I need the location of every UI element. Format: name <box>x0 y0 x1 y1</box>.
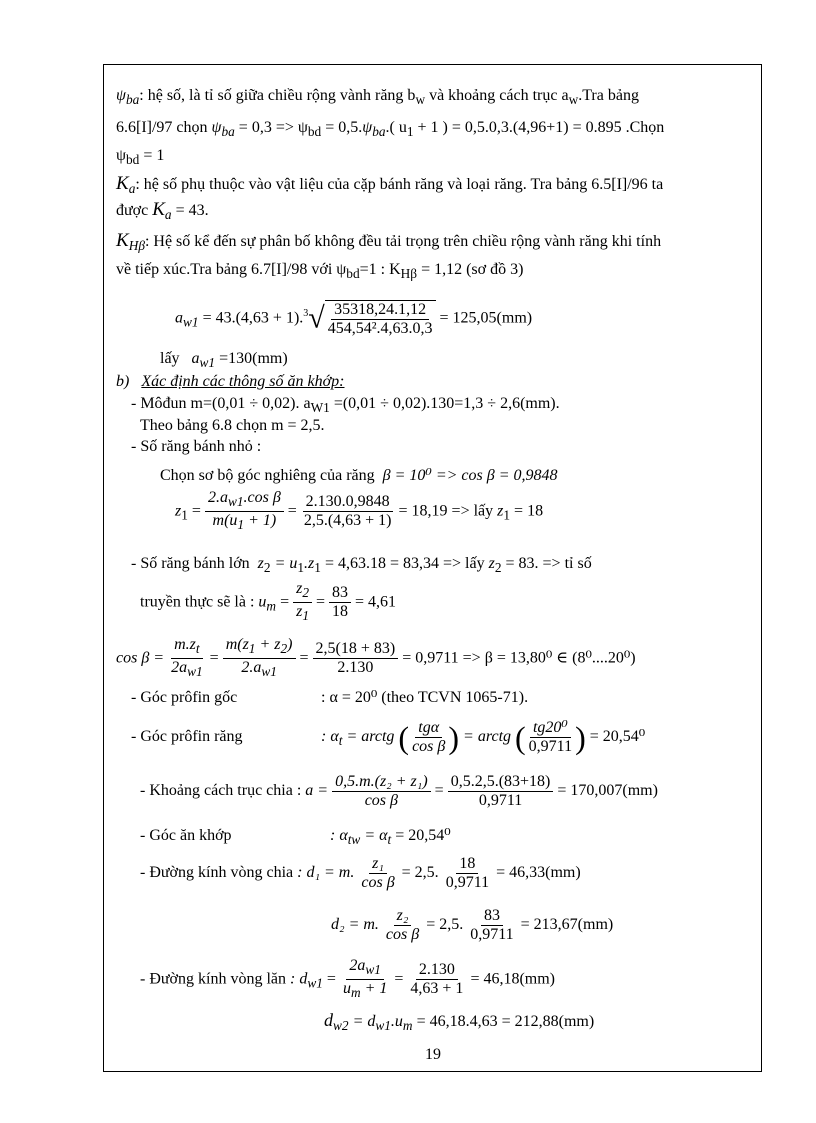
para-khb-line1: $K_{H\beta}$: Hệ số kể đến sự phân bố không đều tải trọng trên chiều rộng vành răng khi tính <box>116 230 662 254</box>
equation-cos-beta: cos β = $\frac{m.z_t}{2a_{w1}}$ = $\frac{m(z_1 + z_2)}{2.a_{w1}}$ = $\frac{2,5(18 + 83)}{2.130}$ = 0,9711 => β = 13,80⁰ ∈ (8⁰....20⁰) <box>116 636 636 680</box>
duong-kinh-chia-line2: d₂ = m. $\frac{\text{z₂}}{\text{cos β}}$ = 2,5. $\frac{83}{0,9711}$ = 213,67(mm) <box>331 906 614 943</box>
duong-kinh-chia-line1: - Đường kính vòng chia : d₁ = m. $\frac{\text{z₁}}{\text{cos β}}$ = 2,5. $\frac{18}{0,9711}$ = 46,33(mm) <box>140 854 581 891</box>
goc-profin-rang-line: - Góc prôfin răng : $\alpha_t$ = arctg ( tgα cos β ) = arctg ( $\frac{\text{tg20⁰}}{0,9711}$ ) = 20,54⁰ <box>131 718 646 756</box>
duong-kinh-lan-line2: $d_{w2} = d_{w1}.u_m = 46,18.4,63 = 212,88(mm)$ <box>324 1010 595 1034</box>
so-rang-lon-line: - Số răng bánh lớn $z_2 = u_1.z_1 = 4,63.18 = 83,34$ => lấy $z_2 = 83$. => tỉ số <box>131 555 592 576</box>
para-psi-ba-line1: $\psi_{ba}$: hệ số, là tỉ số giữa chiều rộng vành răng $b_w$ và khoảng cách trục $a_w.Tra$ bảng <box>116 87 639 108</box>
para-psi-ba-line3: $\psi_{bd} = 1$ <box>116 147 165 168</box>
para-ka-line2: được $K_a = 43$. <box>116 199 209 223</box>
section-b-heading: b) Xác định các thông số ăn khớp: <box>116 373 345 390</box>
modun-line: - Môđun m=(0,01 ÷ 0,02). $a_{W1} =(0,01 \div 0,02).130=1,3 \div 2,6(mm)$. <box>131 395 560 416</box>
so-rang-nho-heading: - Số răng bánh nhỏ : <box>131 438 262 455</box>
para-khb-line2: về tiếp xúc.Tra bảng 6.7[I]/98 với $\psi_{bd}=1$ : $K_{H\beta} = 1,12$ (sơ đồ 3) <box>116 261 524 282</box>
para-ka-line1: $K_a$: hệ số phụ thuộc vào vật liệu của cặp bánh răng và loại răng. Tra bảng 6.5[I]/96 ta <box>116 173 664 197</box>
khoang-cach-truc-line: - Khoảng cách trục chia : a = $\frac{\text{0,5.m.(z₂ + z₁)}}{\text{cos β}}$ = $\frac{0,5.2,5.(83+18)}{0,9711}$ = 170,007(mm) <box>140 772 658 809</box>
goc-profin-goc-line: - Góc prôfin gốc : α = 20⁰ (theo TCVN 1065-71). <box>131 689 529 706</box>
page-number: 19 <box>425 1046 441 1063</box>
theo-bang-line: Theo bảng 6.8 chọn m = 2,5. <box>140 417 325 434</box>
lay-aw: lấy $a_{w1} =130(mm)$ <box>160 350 288 371</box>
chon-so-bo-line: Chọn sơ bộ góc nghiêng của răng β = 10⁰ => cos β = 0,9848 <box>160 467 558 484</box>
truyen-thuc-line: truyền thực sẽ là : $u_m$ = $\frac{z_2}{z_1}$ = $\frac{83}{18}$ = 4,61 <box>140 580 397 624</box>
duong-kinh-lan-line1: - Đường kính vòng lăn : $d_{w1}$ = $\frac{2a_{w1}}{u_m + 1}$ = $\frac{2.130}{4,63 + 1}$ = 46,18(mm) <box>140 957 556 1001</box>
equation-aw: $a_{w1} = 43.(4,63 + 1).^3√$ $\frac{35318,24.1,12}{\text{454,54².4,63.0,3}}$ = 125,05(mm) <box>175 300 533 337</box>
equation-z1: $z_1$ = $\frac{2.a_{w1}.\cos \beta}{m(u_1 + 1)}$ = $\frac{2.130.0,9848}{2,5.(4,63 + 1)}$ = 18,19 => lấy $z_1 = 18$ <box>175 489 544 533</box>
para-psi-ba-line2: 6.6[I]/97 chọn $\psi_{ba} = 0,3 => \psi_{bd} = 0,5.\psi_{ba}$.( $u_1 + 1$ ) = 0,5.0,3.(4,96+1) = 0.895 .Chọn <box>116 119 665 140</box>
goc-an-khop-line: - Góc ăn khớp : $\alpha_{tw} = \alpha_t = 20,54^0$ <box>140 827 451 848</box>
